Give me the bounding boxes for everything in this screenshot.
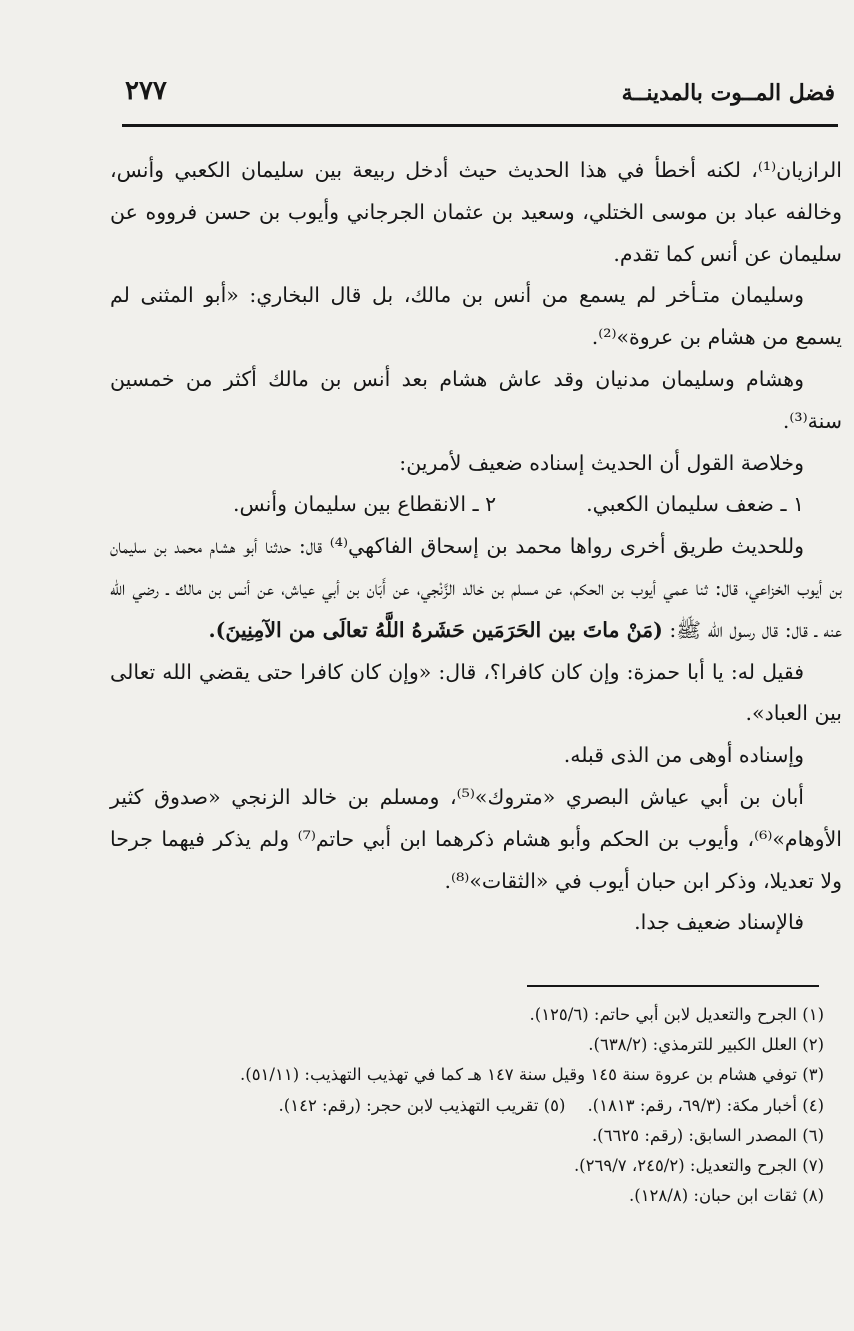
- footnote: (٨) ثقات ابن حبان: (١٢٨/٨).: [629, 1186, 824, 1206]
- footnote-divider: [527, 985, 819, 987]
- footnote: (٥) تقريب التهذيب لابن حجر: (رقم: ١٤٢).: [278, 1095, 566, 1115]
- paragraph: فقيل له: يا أبا حمزة: وإن كان كافرا؟، قال: «وإن كان كافرا حتى يقضي الله تعالى بين العباد».: [110, 659, 842, 726]
- paragraph: فالإسناد ضعيف جدا.: [634, 910, 804, 935]
- footnote: (٤) أخبار مكة: (٦٩/٣، رقم: ١٨١٣).: [587, 1095, 824, 1115]
- list-item: ٢ ـ الانقطاع بين سليمان وأنس.: [233, 492, 497, 517]
- main-text: [110, 150, 842, 944]
- page-header: [125, 72, 835, 116]
- hadith-quote: (مَنْ ماتَ بين الحَرَمَين حَشَرهُ اللَّهُ تعالَى من الآمِنِينَ).: [208, 617, 663, 642]
- paragraph: [110, 526, 842, 651]
- list-item: ١ ـ ضعف سليمان الكعبي.: [586, 492, 804, 517]
- running-title: فضل المــوت بالمدينــة: [621, 80, 835, 106]
- paragraph: وسليمان متـأخر لم يسمع من أنس بن مالك، بل قال البخاري: «أبو المثنى لم يسمع من هشام بن عروة»⁽²⁾.: [110, 283, 842, 350]
- footnote: (٦) المصدر السابق: (رقم: ٦٦٢٥).: [591, 1125, 824, 1145]
- paragraph: وهشام وسليمان مدنيان وقد عاش هشام بعد أنس بن مالك أكثر من خمسين سنة⁽³⁾.: [110, 366, 842, 433]
- paragraph: الرازيان⁽¹⁾، لكنه أخطأ في هذا الحديث حيث أدخل ربيعة بين سليمان الكعبي وأنس، وخالفه عباد بن موسى الختلي، وسعيد بن عثمان الجرجاني وأيوب بن حسن فرووه عن سليمان عن أنس كما تقدم.: [110, 158, 842, 266]
- footnotes: [110, 1000, 832, 1211]
- footnote: (١) الجرح والتعديل لابن أبي حاتم: (١٢٥/٦).: [529, 1005, 824, 1024]
- paragraph: أبان بن أبي عياش البصري «متروك»⁽⁵⁾، ومسلم بن خالد الزنجي «صدوق كثير الأوهام»⁽⁶⁾، وأيوب بن الحكم وأبو هشام ذكرهما ابن أبي حاتم⁽⁷⁾ ولم يذكر فيهما جرحا ولا تعديلا، وذكر ابن حبان أيوب في «الثقات»⁽⁸⁾.: [110, 784, 842, 893]
- footnote-pair: [110, 1091, 832, 1121]
- reasons-list: [110, 484, 842, 526]
- footnote: (٧) الجرح والتعديل: (٢٤٥/٢، ٢٦٩/٧).: [573, 1156, 824, 1176]
- paragraph: وإسناده أوهى من الذى قبله.: [563, 743, 804, 768]
- paragraph: وخلاصة القول أن الحديث إسناده ضعيف لأمرين:: [399, 450, 804, 475]
- footnote: (٢) العلل الكبير للترمذي: (٦٣٨/٢).: [588, 1035, 824, 1055]
- paragraph-text: وللحديث طريق أخرى رواها محمد بن إسحاق الفاكهي⁽⁴⁾ قال: حدثنا أبو هشام محمد بن سليمان بن أيوب الخزاعي، قال: ثنا عمي أيوب بن الحكم، عن مسلم بن خالد الزَّنْجي، عن أَبَان بن أبي عياش، عن أنس بن مالك ـ رضي الله عنه ـ قال: قال رسول الله ﷺ:: [110, 534, 842, 642]
- footnote: (٣) توفي هشام بن عروة سنة ١٤٥ وقيل سنة ١٤٧ هـ كما في تهذيب التهذيب: (٥١/١١).: [240, 1065, 824, 1085]
- page-number: ٢٧٧: [125, 76, 167, 106]
- header-divider: [122, 124, 838, 127]
